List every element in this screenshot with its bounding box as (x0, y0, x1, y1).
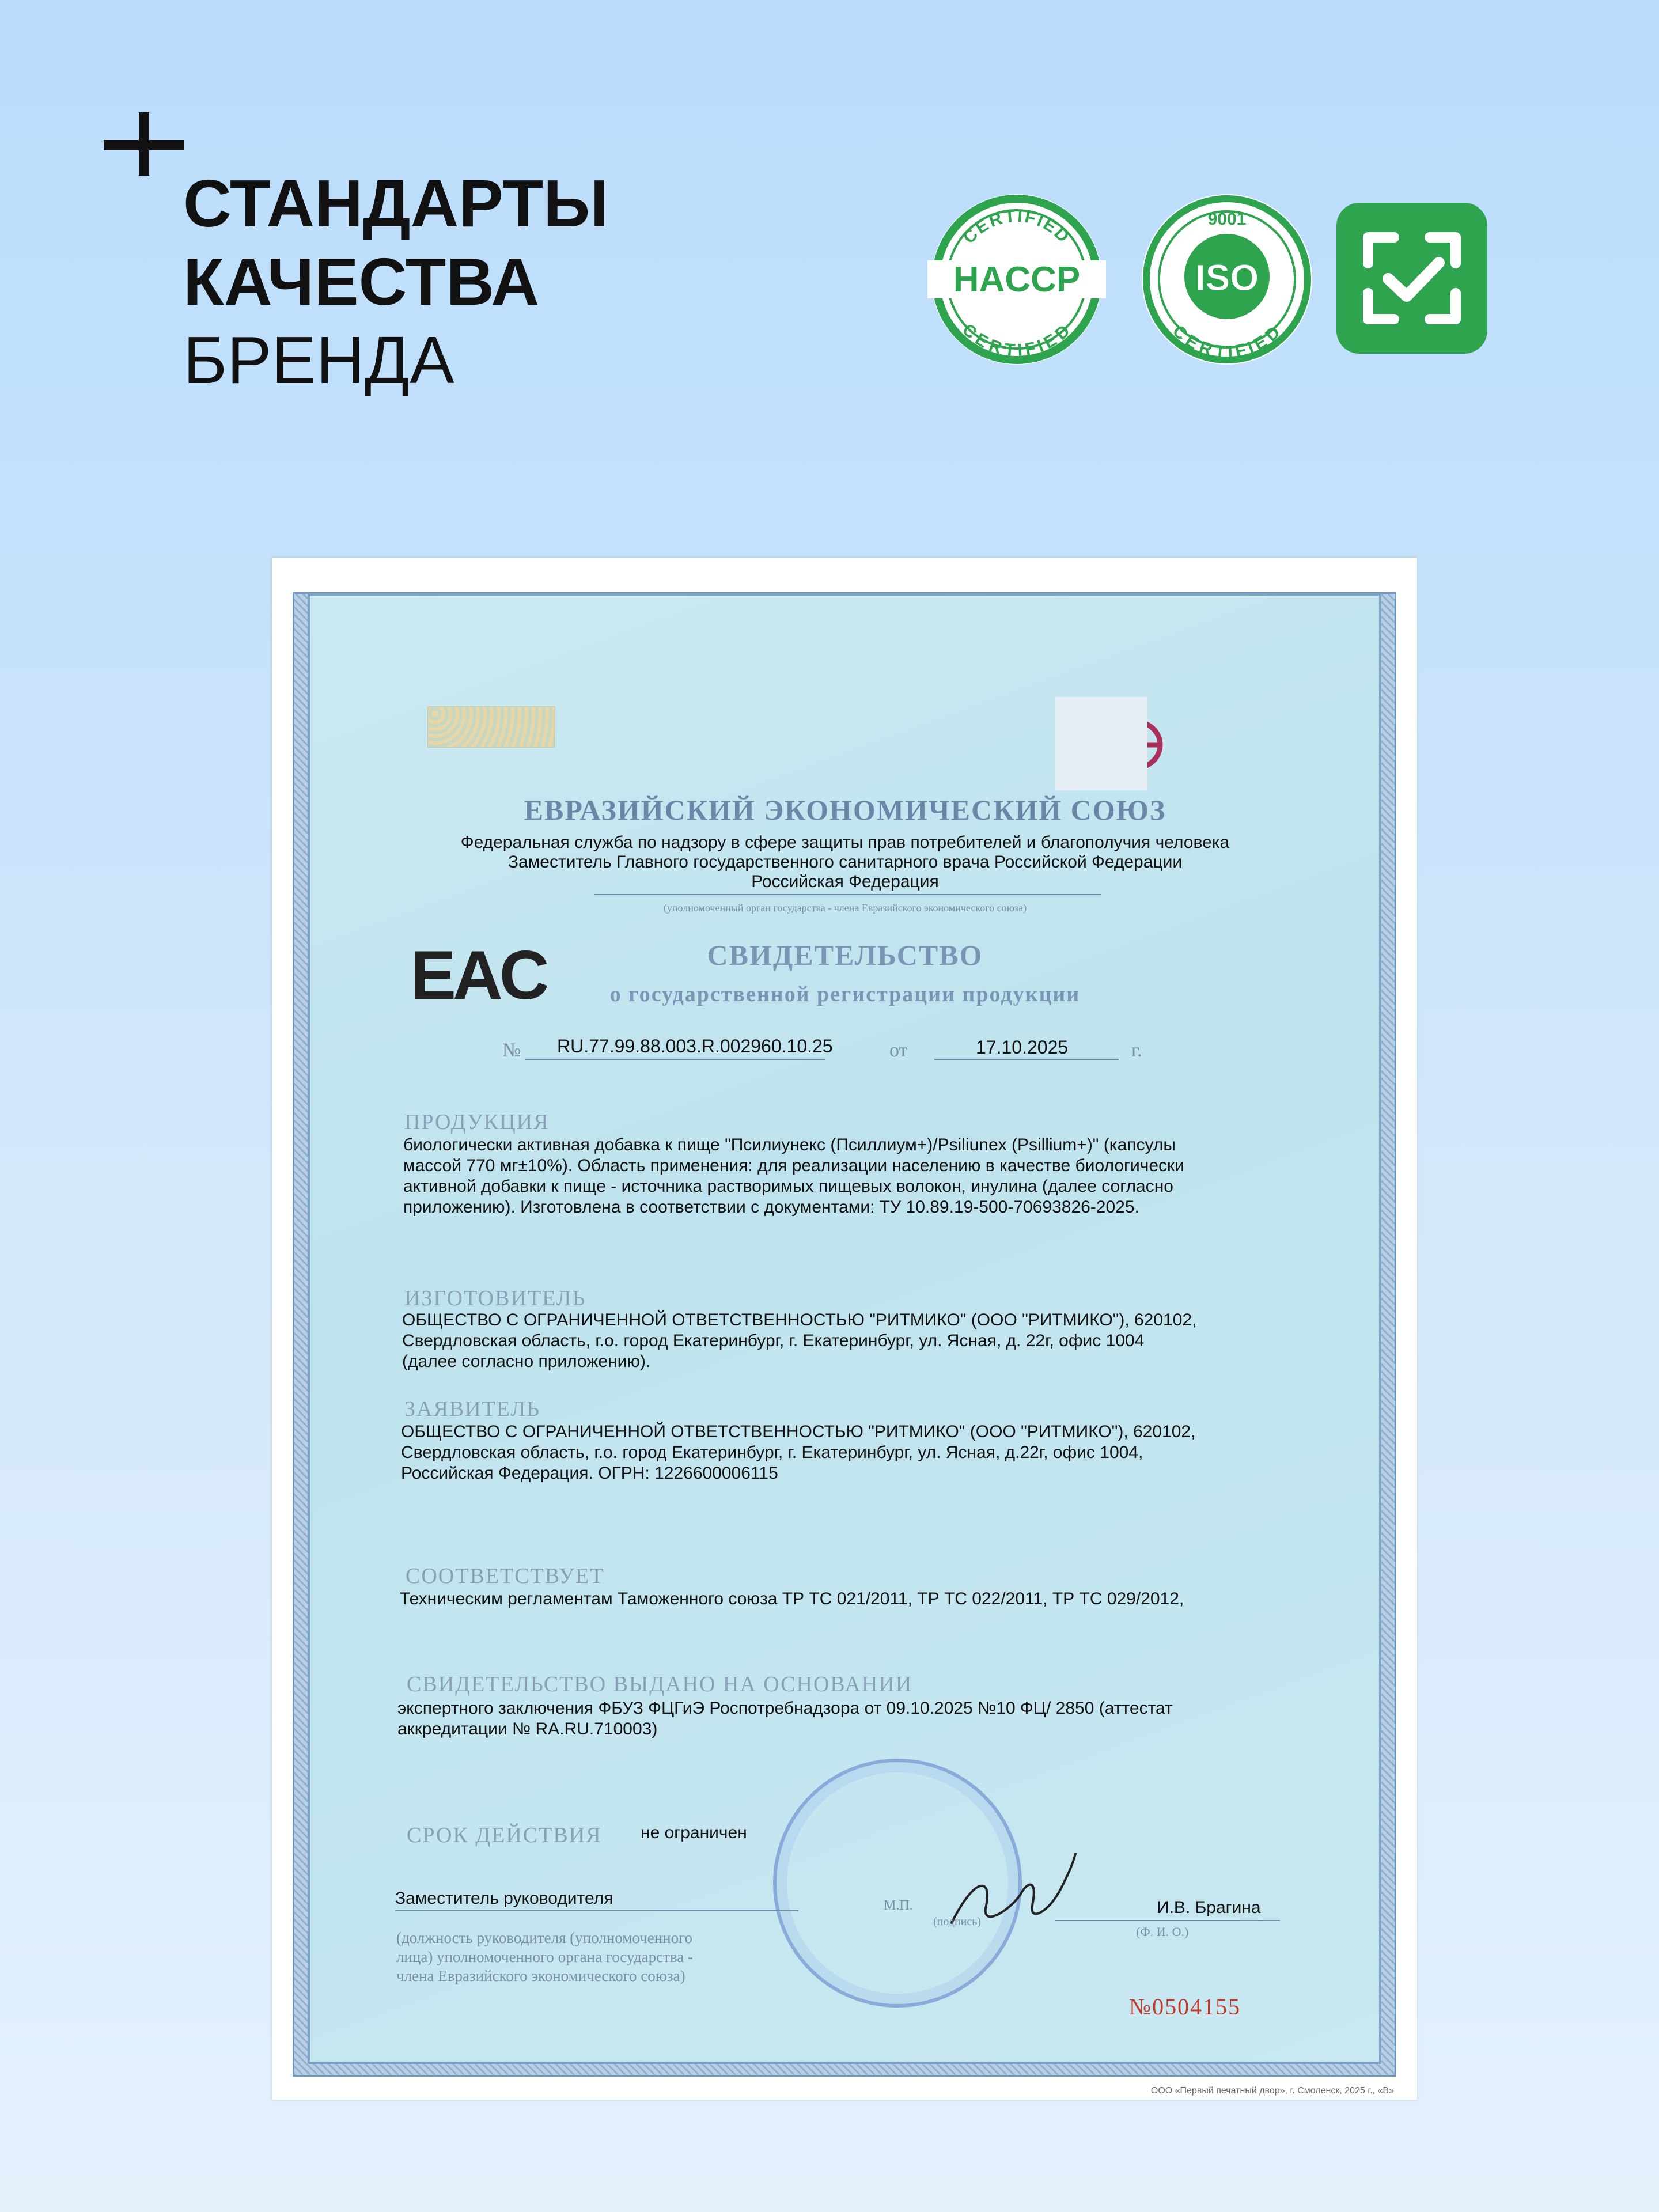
product-label: ПРОДУКЦИЯ (404, 1110, 550, 1134)
signature-note: (подпись) (933, 1915, 982, 1928)
date-underline (934, 1059, 1119, 1060)
validity-value: не ограничен (641, 1823, 747, 1842)
product-line-4: приложению). Изготовлена в соответствии с документами: ТУ 10.89.19-500-70693826-2025. (403, 1198, 1139, 1217)
printer-imprint: ООО «Первый печатный двор», г. Смоленск, 2025 г., «В» (1150, 2086, 1394, 2096)
certificate-subtitle: о государственной регистрации продукции (609, 982, 1081, 1006)
authority-line-2: Заместитель Главного государственного санитарного врача Российской Федерации (507, 853, 1183, 872)
headline-line-2: КАЧЕСТВА (183, 244, 540, 319)
headline-line-1: СТАНДАРТЫ (183, 166, 609, 241)
plus-icon (104, 112, 184, 176)
applicant-label: ЗАЯВИТЕЛЬ (404, 1397, 541, 1421)
haccp-bottom-text: CERTIFIED (958, 320, 1075, 361)
validity-label: СРОК ДЕЙСТВИЯ (407, 1823, 602, 1847)
basis-line-1: экспертного заключения ФБУЗ ФЦГиЭ Роспотребнадзора от 09.10.2025 №10 ФЦ/ 2850 (аттестат (397, 1699, 1173, 1718)
manufacturer-line-1: ОБЩЕСТВО С ОГРАНИЧЕННОЙ ОТВЕТСТВЕННОСТЬЮ "РИТМИКО" (ООО "РИТМИКО"), 620102, (402, 1310, 1197, 1330)
product-line-1: биологически активная добавка к пище "Псилиунекс (Псиллиум+)/Psiliunex (Psillium+)" (капсулы (403, 1135, 1176, 1154)
headline-line-3: БРЕНДА (183, 323, 454, 397)
conforms-text: Техническим регламентам Таможенного союза ТР ТС 021/2011, ТР ТС 022/2011, ТР ТС 029/2012, (400, 1589, 1184, 1608)
signer-role-underline (395, 1910, 798, 1911)
qr-area (1055, 697, 1147, 790)
iso-badge-icon (1138, 190, 1316, 369)
manufacturer-line-3: (далее согласно приложению). (402, 1352, 651, 1371)
hologram-strip (427, 706, 555, 748)
name-note: (Ф. И. О.) (1136, 1925, 1189, 1939)
haccp-badge-icon (927, 190, 1106, 369)
applicant-line-1: ОБЩЕСТВО С ОГРАНИЧЕННОЙ ОТВЕТСТВЕННОСТЬЮ "РИТМИКО" (ООО "РИТМИКО"), 620102, (401, 1422, 1196, 1441)
haccp-center-text: HACCP (953, 260, 1081, 300)
signer-name: И.В. Брагина (1157, 1898, 1261, 1917)
number-prefix: № (502, 1040, 521, 1061)
authority-underline (594, 894, 1101, 895)
authority-note: (уполномоченный орган государства - члена Евразийского экономического союза) (663, 902, 1027, 914)
headline (183, 164, 609, 399)
applicant-line-2: Свердловская область, г.о. город Екатеринбург, г. Екатеринбург, ул. Ясная, д.22г, офис 1004, (401, 1443, 1143, 1462)
product-line-2: массой 770 мг±10%). Область применения: для реализации населению в качестве биологически (403, 1156, 1184, 1175)
date-prefix: от (889, 1040, 908, 1061)
serial-number: №0504155 (1129, 1994, 1241, 2020)
stamp-label: М.П. (884, 1898, 913, 1913)
certificate-document (272, 558, 1417, 2100)
authority-line-1: Федеральная служба по надзору в сфере защиты прав потребителей и благополучия человека (460, 833, 1230, 852)
signer-role-note-1: (должность руководителя (уполномоченного (396, 1929, 693, 1946)
date-suffix: г. (1131, 1040, 1142, 1061)
applicant-line-3: Российская Федерация. ОГРН: 1226600006115 (401, 1464, 778, 1483)
number-underline (525, 1059, 825, 1060)
signer-role-note-3: члена Евразийского экономического союза) (396, 1967, 685, 1984)
iso-bottom-text: CERTIFIED (1169, 321, 1285, 362)
basis-label: СВИДЕТЕЛЬСТВО ВЫДАНО НА ОСНОВАНИИ (407, 1672, 913, 1696)
certificate-title: СВИДЕТЕЛЬСТВО (707, 939, 983, 971)
manufacturer-label: ИЗГОТОВИТЕЛЬ (404, 1286, 586, 1310)
eac-mark: EAC (410, 937, 546, 1014)
union-title: ЕВРАЗИЙСКИЙ ЭКОНОМИЧЕСКИЙ СОЮЗ (524, 794, 1166, 826)
registration-number: RU.77.99.88.003.R.002960.10.25 (557, 1036, 833, 1056)
signer-role: Заместитель руководителя (395, 1889, 613, 1908)
haccp-top-text: CERTIFIED (959, 206, 1074, 248)
registration-date: 17.10.2025 (976, 1037, 1069, 1058)
signer-role-note-2: лица) уполномоченного органа государства - (396, 1948, 693, 1965)
product-line-3: активной добавки к пище - источника растворимых пищевых волокон, инулина (далее согласно (403, 1177, 1173, 1196)
conforms-label: СООТВЕТСТВУЕТ (406, 1564, 605, 1588)
manufacturer-line-2: Свердловская область, г.о. город Екатеринбург, г. Екатеринбург, ул. Ясная, д. 22г, офис 1004 (402, 1331, 1145, 1350)
check-scan-icon (1336, 203, 1487, 354)
iso-center-text: ISO (1195, 257, 1259, 298)
iso-top-text: 9001 (1207, 210, 1247, 229)
signer-name-underline (1055, 1920, 1280, 1921)
basis-line-2: аккредитации № RA.RU.710003) (397, 1719, 658, 1738)
authority-line-3: Российская Федерация (751, 872, 939, 891)
